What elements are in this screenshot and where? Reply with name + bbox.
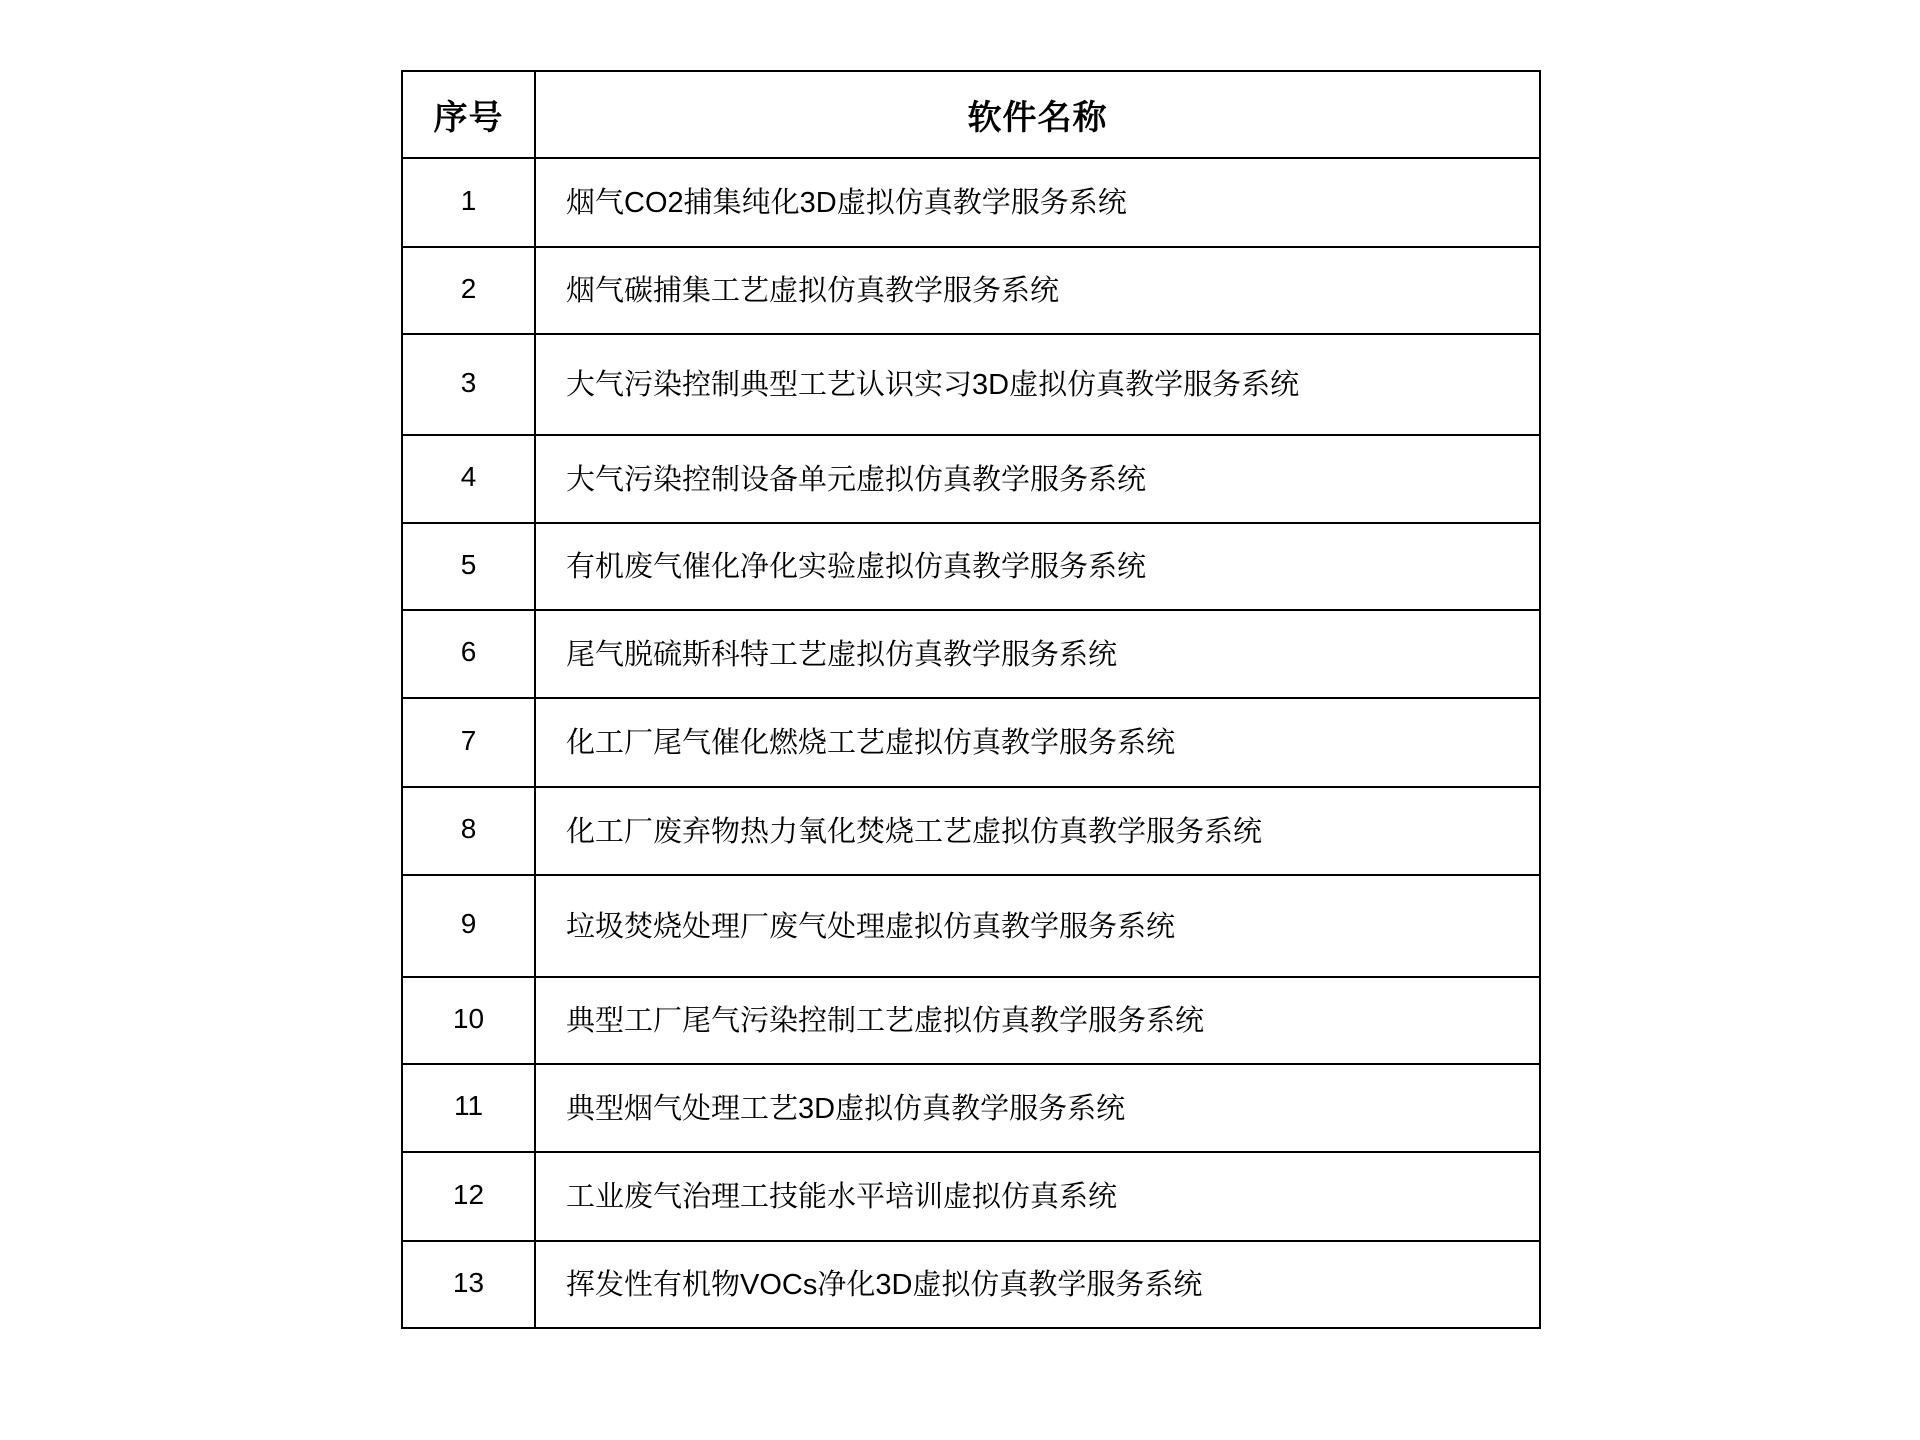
- table-row: [402, 1241, 1540, 1328]
- software-list-table: [401, 70, 1541, 1329]
- table-header-row: [402, 71, 1540, 158]
- row-index: 13: [402, 1241, 535, 1328]
- table-body: [402, 158, 1540, 1328]
- row-index: 9: [402, 875, 535, 977]
- table-row: [402, 875, 1540, 977]
- row-index: 12: [402, 1152, 535, 1241]
- row-software-name: 烟气CO2捕集纯化3D虚拟仿真教学服务系统: [535, 158, 1540, 247]
- table-row: [402, 158, 1540, 247]
- row-software-name: 尾气脱硫斯科特工艺虚拟仿真教学服务系统: [535, 610, 1540, 698]
- row-index: 2: [402, 247, 535, 334]
- row-software-name: 化工厂尾气催化燃烧工艺虚拟仿真教学服务系统: [535, 698, 1540, 787]
- table-row: [402, 610, 1540, 698]
- row-index: 3: [402, 334, 535, 435]
- row-software-name: 有机废气催化净化实验虚拟仿真教学服务系统: [535, 523, 1540, 610]
- row-software-name: 大气污染控制典型工艺认识实习3D虚拟仿真教学服务系统: [535, 334, 1540, 435]
- table-row: [402, 698, 1540, 787]
- row-index: 1: [402, 158, 535, 247]
- row-index: 10: [402, 977, 535, 1064]
- row-software-name: 典型工厂尾气污染控制工艺虚拟仿真教学服务系统: [535, 977, 1540, 1064]
- row-software-name: 大气污染控制设备单元虚拟仿真教学服务系统: [535, 435, 1540, 523]
- header-index: 序号: [402, 71, 535, 158]
- table-row: [402, 334, 1540, 435]
- row-software-name: 典型烟气处理工艺3D虚拟仿真教学服务系统: [535, 1064, 1540, 1152]
- header-software-name: 软件名称: [535, 71, 1540, 158]
- row-software-name: 烟气碳捕集工艺虚拟仿真教学服务系统: [535, 247, 1540, 334]
- row-index: 7: [402, 698, 535, 787]
- row-index: 11: [402, 1064, 535, 1152]
- table-row: [402, 1064, 1540, 1152]
- table-row: [402, 787, 1540, 875]
- row-software-name: 工业废气治理工技能水平培训虚拟仿真系统: [535, 1152, 1540, 1241]
- row-software-name: 挥发性有机物VOCs净化3D虚拟仿真教学服务系统: [535, 1241, 1540, 1328]
- table-row: [402, 435, 1540, 523]
- row-index: 6: [402, 610, 535, 698]
- table-row: [402, 977, 1540, 1064]
- row-software-name: 垃圾焚烧处理厂废气处理虚拟仿真教学服务系统: [535, 875, 1540, 977]
- row-index: 5: [402, 523, 535, 610]
- table-row: [402, 247, 1540, 334]
- row-index: 8: [402, 787, 535, 875]
- row-index: 4: [402, 435, 535, 523]
- table-row: [402, 523, 1540, 610]
- row-software-name: 化工厂废弃物热力氧化焚烧工艺虚拟仿真教学服务系统: [535, 787, 1540, 875]
- table-row: [402, 1152, 1540, 1241]
